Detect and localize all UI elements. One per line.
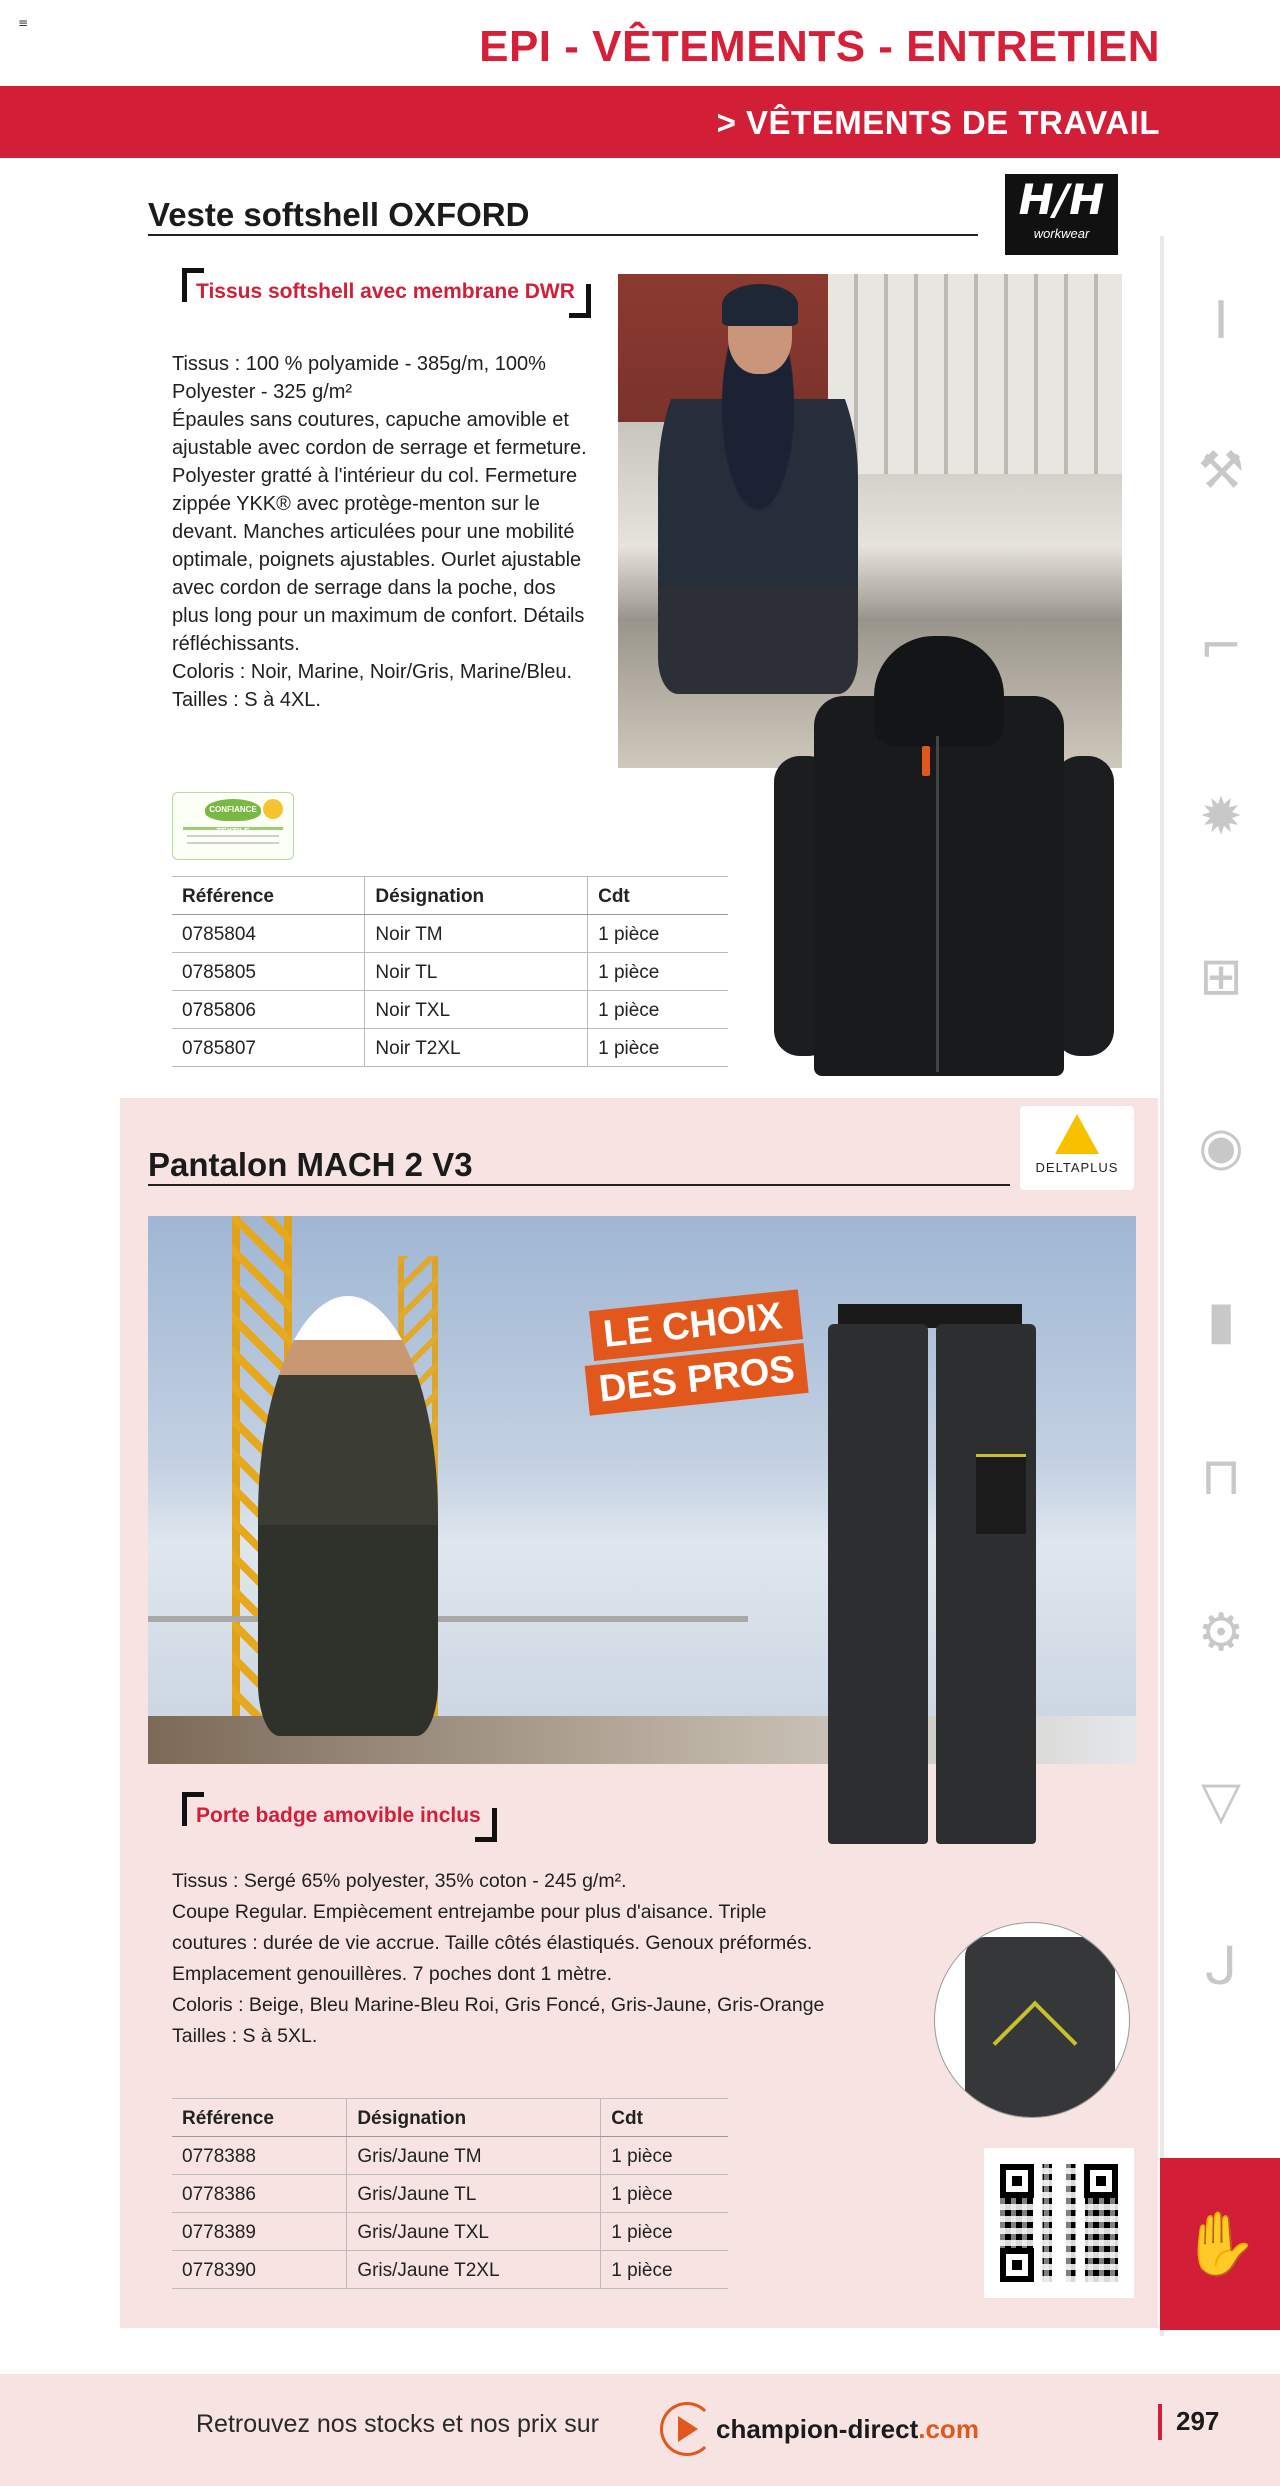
helly-hansen-logo: H/H workwear	[1005, 174, 1118, 255]
deltaplus-logo: DELTAPLUS	[1020, 1106, 1134, 1190]
table-cell: Gris/Jaune T2XL	[347, 2251, 601, 2289]
description-line: Polyester gratté à l'intérieur du col. Fermeture	[172, 465, 578, 487]
table-cell: 1 pièce	[588, 915, 728, 953]
description-line: zippée YKK® avec protège-menton sur le	[172, 493, 540, 515]
title-rule	[148, 234, 978, 236]
pipe-icon[interactable]: ᒍ	[1204, 1937, 1238, 1997]
description-line: Coloris : Noir, Marine, Noir/Gris, Marine/Bleu.	[172, 661, 573, 683]
table-row	[172, 2175, 728, 2213]
description-line: réfléchissants.	[172, 633, 300, 655]
table-cell: 0778386	[172, 2175, 347, 2213]
category-subtitle: > VÊTEMENTS DE TRAVAIL	[716, 104, 1160, 141]
category-sidebar	[1160, 236, 1280, 2336]
paint-roller-icon[interactable]: ⊓	[1200, 1447, 1242, 1507]
table-row	[172, 2251, 728, 2289]
column-header: Référence	[172, 2099, 347, 2137]
column-header: Désignation	[347, 2099, 601, 2137]
description-line: Polyester - 325 g/m²	[172, 381, 353, 403]
table-cell: 1 pièce	[588, 1029, 728, 1067]
description-line: Tissus : Sergé 65% polyester, 35% coton - 245 g/m².	[172, 1870, 627, 1892]
table-row	[172, 953, 728, 991]
table-row	[172, 1029, 728, 1067]
table-cell: 0778389	[172, 2213, 347, 2251]
table-row	[172, 915, 728, 953]
drill-icon[interactable]: ⌐	[1199, 617, 1243, 677]
footer: Retrouvez nos stocks et nos prix sur champion-direct.com 297	[0, 2374, 1280, 2486]
promo-sticker: LE CHOIX DES PROS	[589, 1289, 810, 1418]
reference-table	[172, 2098, 728, 2289]
description-line: avec cordon de serrage dans la poche, dos	[172, 577, 556, 599]
gloves-icon[interactable]: ✋	[1160, 2158, 1280, 2330]
screw-icon[interactable]: ⚙	[1197, 1603, 1245, 1663]
table-cell: 0785807	[172, 1029, 365, 1067]
spray-can-icon[interactable]: ▮	[1206, 1291, 1236, 1351]
feature-callout: Porte badge amovible inclus	[196, 1804, 481, 1828]
column-header: Cdt	[588, 877, 728, 915]
saw-blade-icon[interactable]: ✹	[1199, 787, 1243, 847]
certification-badge: CONFIANCE TEXTILE	[172, 792, 294, 860]
title-rule	[148, 1184, 1010, 1186]
table-cell: Noir T2XL	[365, 1029, 588, 1067]
cement-mixer-icon[interactable]: ◉	[1198, 1117, 1244, 1177]
description-line: ajustable avec cordon de serrage et fermeture.	[172, 437, 587, 459]
ladder-icon[interactable]: ⊞	[1199, 947, 1243, 1007]
table-cell: Noir TXL	[365, 991, 588, 1029]
description-line: Coloris : Beige, Bleu Marine-Bleu Roi, Gris Foncé, Gris-Jaune, Gris-Orange	[172, 1994, 825, 2016]
table-cell: 1 pièce	[601, 2213, 728, 2251]
play-icon	[678, 2416, 698, 2442]
product-description	[172, 1866, 912, 2052]
funnel-icon[interactable]: ▽	[1201, 1771, 1241, 1831]
table-cell: 0785805	[172, 953, 365, 991]
description-line: plus long pour un maximum de confort. Détails	[172, 605, 585, 627]
table-cell: 1 pièce	[601, 2137, 728, 2175]
table-cell: 1 pièce	[588, 953, 728, 991]
qr-code[interactable]	[984, 2148, 1134, 2298]
table-row	[172, 991, 728, 1029]
reference-table	[172, 876, 728, 1067]
table-row	[172, 2137, 728, 2175]
page-number: 297	[1176, 2406, 1220, 2436]
description-line: Tailles : S à 4XL.	[172, 689, 321, 711]
description-line: Tissus : 100 % polyamide - 385g/m, 100%	[172, 353, 546, 375]
table-row	[172, 2213, 728, 2251]
table-cell: Gris/Jaune TXL	[347, 2213, 601, 2251]
description-line: optimale, poignets ajustables. Ourlet ajustable	[172, 549, 582, 571]
table-cell: 0778390	[172, 2251, 347, 2289]
feature-callout: Tissus softshell avec membrane DWR	[196, 280, 575, 304]
hammer-icon[interactable]: ⚒	[1197, 441, 1245, 501]
page-divider	[1158, 2404, 1162, 2440]
pants-product-image	[818, 1304, 1042, 1844]
column-header: Désignation	[365, 877, 588, 915]
page-title: EPI - VÊTEMENTS - ENTRETIEN	[479, 22, 1160, 71]
product-title: Pantalon MACH 2 V3	[148, 1146, 473, 1183]
column-header: Cdt	[601, 2099, 728, 2137]
product-title: Veste softshell OXFORD	[148, 196, 530, 233]
category-band	[0, 86, 1280, 158]
jacket-product-image	[774, 636, 1124, 1078]
description-line: Emplacement genouillères. 7 poches dont 1 mètre.	[172, 1963, 613, 1985]
table-cell: Gris/Jaune TM	[347, 2137, 601, 2175]
table-cell: Noir TL	[365, 953, 588, 991]
table-cell: 1 pièce	[601, 2251, 728, 2289]
table-header-row	[172, 2099, 728, 2137]
sun-icon	[263, 799, 283, 819]
menu-icon[interactable]: ≡	[18, 16, 29, 30]
table-cell: Noir TM	[365, 915, 588, 953]
column-header: Référence	[172, 877, 365, 915]
triangle-icon	[1055, 1114, 1099, 1154]
table-header-row	[172, 877, 728, 915]
table-cell: 1 pièce	[601, 2175, 728, 2213]
description-line: Épaules sans coutures, capuche amovible et	[172, 409, 569, 431]
table-cell: 0785806	[172, 991, 365, 1029]
description-line: coutures : durée de vie accrue. Taille côtés élastiqués. Genoux préformés.	[172, 1932, 813, 1954]
table-cell: 0785804	[172, 915, 365, 953]
product-description	[172, 350, 602, 714]
detail-zoom-image	[934, 1922, 1130, 2118]
table-cell: Gris/Jaune TL	[347, 2175, 601, 2213]
description-line: Tailles : S à 5XL.	[172, 2025, 318, 2047]
description-line: Coupe Regular. Empiècement entrejambe pour plus d'aisance. Triple	[172, 1901, 767, 1923]
beam-icon[interactable]: I	[1213, 291, 1229, 351]
table-cell: 1 pièce	[588, 991, 728, 1029]
table-cell: 0778388	[172, 2137, 347, 2175]
footer-tagline: Retrouvez nos stocks et nos prix sur	[196, 2410, 599, 2438]
description-line: devant. Manches articulées pour une mobilité	[172, 521, 575, 543]
